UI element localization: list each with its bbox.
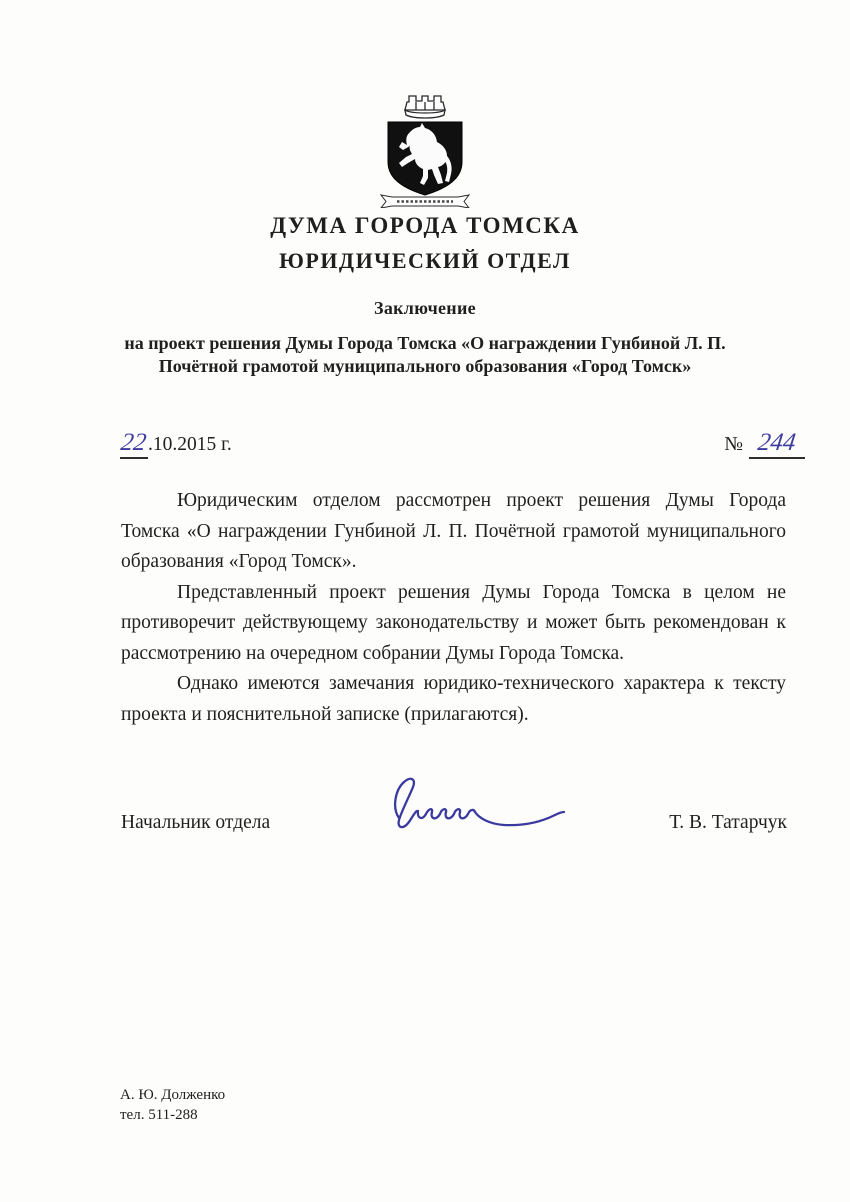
subject-line-1: на проект решения Думы Города Томска «О награждении Гунбиной Л. П. [124,333,726,353]
number-underline [749,429,805,459]
subject-line-2: Почётной грамотой муниципального образования «Город Томск» [158,355,692,376]
paragraph: Юридическим отделом рассмотрен проект решения Думы Города Томска «О награждении Гунбиной Л. П. Почётной грамотой муниципального образования «Город Томск». [121,490,786,572]
signer-name: Т. В. Татарчук [669,812,787,833]
requisites-row [119,429,805,459]
signer-position: Начальник отдела [121,812,271,833]
document-header [0,0,850,377]
signing-row [121,812,787,834]
executor-phone: тел. 511-288 [120,1107,198,1123]
handwritten-signature-icon [389,774,567,838]
paragraph: Однако имеются замечания юридико-технического характера к тексту проекта и пояснительной записке (прилагаются). [121,673,786,725]
executor-footer [120,1085,225,1125]
org-name: ДУМА ГОРОДА ТОМСКА [270,213,580,238]
number-group [724,429,805,459]
number-handwritten: 244 [756,429,798,456]
date-day-underline [119,429,148,459]
date-day-handwritten: 22 [119,429,148,456]
date-group [119,429,232,459]
emblem-container [0,0,850,208]
number-sign: № [724,434,743,455]
tomsk-city-coat-of-arms-icon [379,92,471,208]
paragraph: Представленный проект решения Думы Города Томска в целом не противоречит действующему законодательству и может быть рекомендован к рассмотрению на очередном собрании Думы Города Томска. [121,581,786,664]
document-body [121,486,786,730]
document-kind-title: Заключение [374,298,476,318]
document-subject [0,332,850,377]
date-printed: .10.2015 г. [148,434,232,455]
department-name: ЮРИДИЧЕСКИЙ ОТДЕЛ [279,248,571,273]
executor-name: А. Ю. Долженко [120,1087,226,1103]
